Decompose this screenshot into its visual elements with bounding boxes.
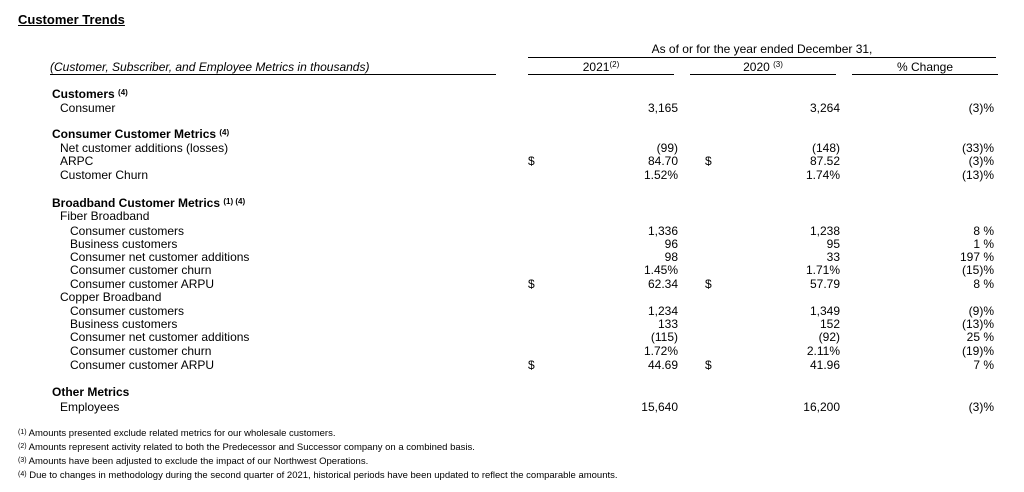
value-pct-change: 1 %	[973, 237, 994, 251]
dollar-sign-2021: $	[528, 154, 535, 168]
row-label: Copper Broadband	[60, 290, 162, 304]
footnote: $^{(2)}$ Amounts represent activity related to both the Predecessor and Successor company on a combined basis.	[18, 442, 475, 453]
value-pct-change: (3)%	[968, 101, 994, 115]
value-pct-change: 8 %	[973, 224, 994, 238]
value-pct-change: 25 %	[966, 330, 994, 344]
column-header-2020: 2020 $^{(3)}$	[690, 60, 836, 75]
value-2021: 1.45%	[643, 263, 678, 277]
table-row	[0, 210, 1024, 223]
column-header-2021: 2021$^{(2)}$	[528, 60, 674, 75]
value-pct-change: (33)%	[961, 141, 994, 155]
table-row	[0, 102, 1024, 115]
value-2020: 16,200	[803, 400, 840, 414]
value-2021: 133	[657, 317, 678, 331]
value-2020: 33	[826, 250, 840, 264]
value-2020: 1,238	[809, 224, 840, 238]
row-label: Consumer net customer additions	[70, 250, 250, 264]
value-2021: 84.70	[647, 154, 678, 168]
row-label: Fiber Broadband	[60, 209, 150, 223]
table-row	[0, 155, 1024, 168]
dollar-sign-2021: $	[528, 358, 535, 372]
row-label: Employees	[60, 400, 120, 414]
table-row	[0, 142, 1024, 155]
value-pct-change: 7 %	[973, 358, 994, 372]
row-label: Other Metrics	[52, 385, 130, 399]
value-2020: 95	[826, 237, 840, 251]
row-label: Broadband Customer Metrics $^{(1) (4)}$	[52, 196, 246, 210]
value-2021: 98	[664, 250, 678, 264]
value-2020: 1.74%	[805, 168, 840, 182]
footnote: $^{(4)}$ Due to changes in methodology during the second quarter of 2021, historical periods have been updated to reflect the comparable amounts.	[18, 470, 618, 481]
row-label: Consumer Customer Metrics $^{(4)}$	[52, 127, 230, 141]
value-2021: 44.69	[647, 358, 678, 372]
row-label: Consumer customer ARPU	[70, 277, 215, 291]
value-2021: (99)	[656, 141, 678, 155]
table-row	[0, 264, 1024, 277]
row-label: Business customers	[70, 317, 178, 331]
row-label: Customer Churn	[60, 168, 149, 182]
value-2021: 15,640	[641, 400, 678, 414]
table-row	[0, 169, 1024, 182]
table-row	[0, 345, 1024, 358]
dollar-sign-2020: $	[705, 277, 712, 291]
value-pct-change: (9)%	[968, 304, 994, 318]
value-2021: 1,234	[647, 304, 678, 318]
table-row	[0, 401, 1024, 414]
value-pct-change: 197 %	[959, 250, 994, 264]
value-2020: 2.11%	[806, 344, 840, 358]
row-label: Consumer customer churn	[70, 263, 212, 277]
section-heading-row	[0, 88, 1024, 101]
row-label: Consumer	[60, 101, 116, 115]
value-2020: (92)	[818, 330, 840, 344]
value-2021: 1.72%	[643, 344, 678, 358]
section-heading-row	[0, 128, 1024, 141]
row-label: Consumer customers	[70, 224, 185, 238]
value-pct-change: (19)%	[961, 344, 994, 358]
value-2020: (148)	[811, 141, 840, 155]
row-label: ARPC	[60, 154, 94, 168]
value-2020: 1,349	[809, 304, 840, 318]
value-2020: 41.96	[809, 358, 840, 372]
value-2021: 96	[664, 237, 678, 251]
value-2021: 1.52%	[643, 168, 678, 182]
value-2021: (115)	[650, 330, 678, 344]
value-2021: 1,336	[647, 224, 678, 238]
row-label: Consumer customer ARPU	[70, 358, 215, 372]
value-pct-change: 8 %	[973, 277, 994, 291]
value-2021: 62.34	[647, 277, 678, 291]
dollar-sign-2020: $	[705, 358, 712, 372]
row-label: Net customer additions (losses)	[60, 141, 229, 155]
column-header-pct-change: % Change	[852, 60, 998, 75]
value-2020: 57.79	[809, 277, 840, 291]
value-2020: 87.52	[809, 154, 840, 168]
period-header: As of or for the year ended December 31,	[528, 42, 996, 58]
dollar-sign-2021: $	[528, 277, 535, 291]
section-title: Customer Trends	[18, 12, 125, 27]
table-row	[0, 331, 1024, 344]
row-label: Consumer net customer additions	[70, 330, 250, 344]
section-heading-row	[0, 197, 1024, 210]
value-pct-change: (13)%	[961, 168, 994, 182]
value-pct-change: (15)%	[961, 263, 994, 277]
footnote: $^{(3)}$ Amounts have been adjusted to exclude the impact of our Northwest Operations.	[18, 456, 369, 467]
dollar-sign-2020: $	[705, 154, 712, 168]
value-pct-change: (3)%	[968, 400, 994, 414]
value-2020: 1.71%	[805, 263, 840, 277]
row-label: Consumer customers	[70, 304, 185, 318]
section-heading-row	[0, 386, 1024, 399]
value-pct-change: (13)%	[961, 317, 994, 331]
row-label: Business customers	[70, 237, 178, 251]
value-2021: 3,165	[647, 101, 678, 115]
table-row	[0, 359, 1024, 372]
value-2020: 3,264	[809, 101, 840, 115]
row-label: Customers $^{(4)}$	[52, 87, 128, 101]
table-row	[0, 291, 1024, 304]
row-label: Consumer customer churn	[70, 344, 212, 358]
column-header-label: (Customer, Subscriber, and Employee Metrics in thousands)	[50, 60, 496, 75]
value-2020: 152	[819, 317, 840, 331]
footnote: $^{(1)}$ Amounts presented exclude related metrics for our wholesale customers.	[18, 428, 336, 439]
value-pct-change: (3)%	[968, 154, 994, 168]
